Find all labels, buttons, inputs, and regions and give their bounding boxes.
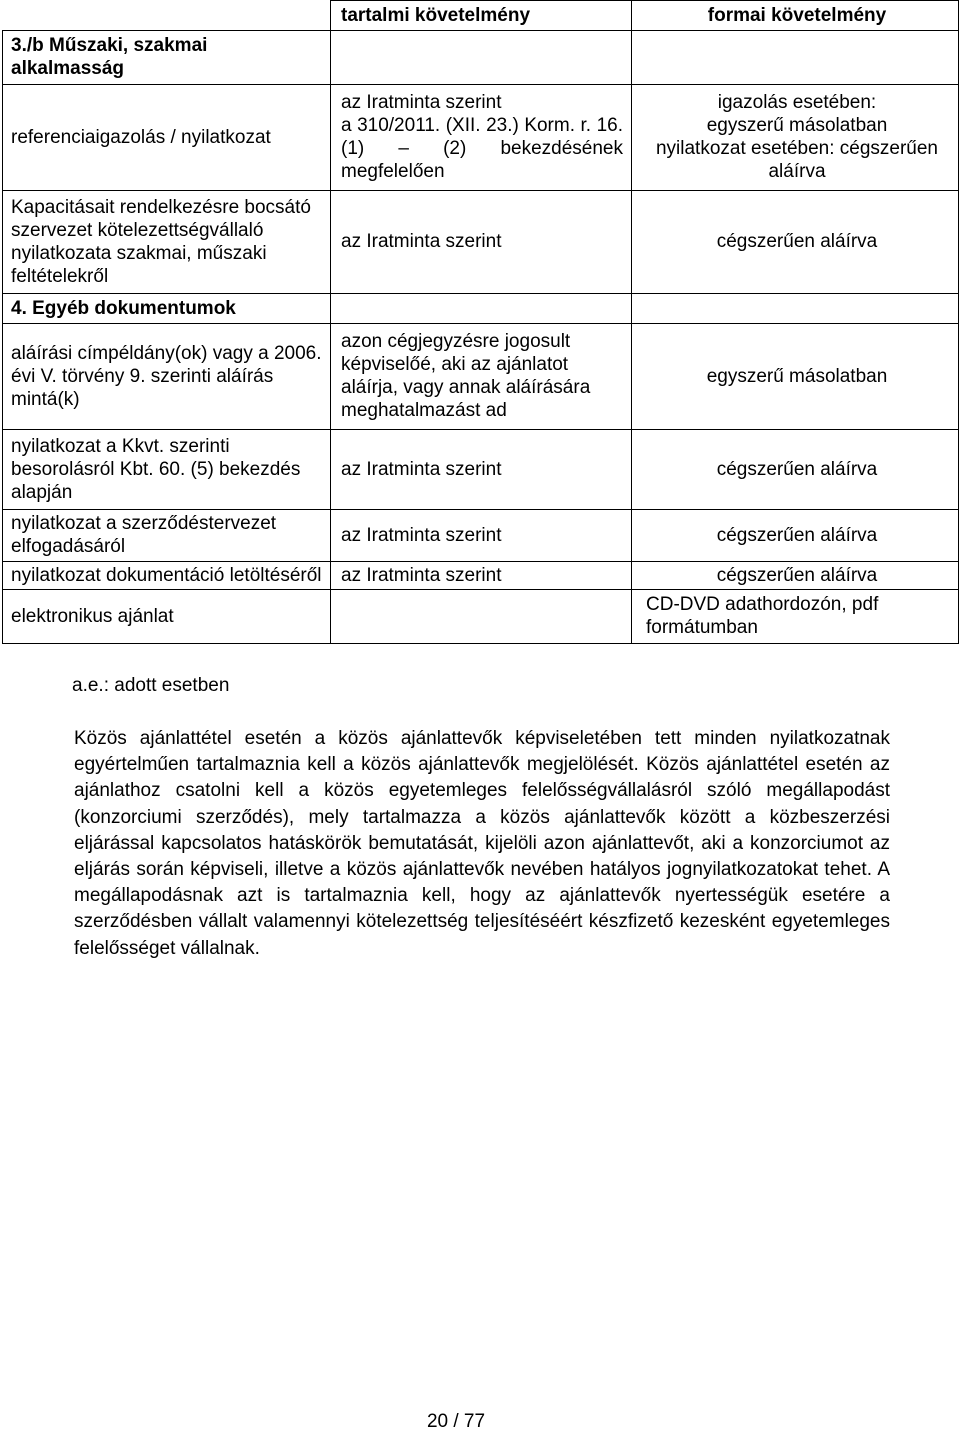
table-header-row — [3, 1, 959, 31]
form-cell: egyszerű másolatban — [632, 324, 959, 430]
content-cell: az Iratminta szerint — [331, 191, 632, 294]
empty-cell — [331, 31, 632, 85]
header-content-requirement: tartalmi követelmény — [331, 1, 632, 31]
table-row — [3, 510, 959, 562]
section-4-row — [3, 294, 959, 324]
requirements-table — [2, 0, 959, 644]
table-row — [3, 85, 959, 191]
doc-cell: aláírási címpéldány(ok) vagy a 2006. évi V. törvény 9. szerinti aláírás mintá(k) — [3, 324, 331, 430]
doc-cell: nyilatkozat dokumentáció letöltéséről — [3, 562, 331, 590]
content-cell: az Iratminta szerint — [331, 430, 632, 510]
form-cell: cégszerűen aláírva — [632, 562, 959, 590]
form-cell: igazolás esetében: egyszerű másolatban nyilatkozat esetében: cégszerűen aláírva — [632, 85, 959, 191]
content-cell: azon cégjegyzésre jogosult képviselőé, aki az ajánlatot aláírja, vagy annak aláírására meghatalmazást ad — [331, 324, 632, 430]
doc-cell: nyilatkozat a Kkvt. szerinti besorolásról Kbt. 60. (5) bekezdés alapján — [3, 430, 331, 510]
table-row — [3, 590, 959, 644]
form-cell: cégszerűen aláírva — [632, 430, 959, 510]
doc-cell: Kapacitásait rendelkezésre bocsátó szervezet kötelezettségvállaló nyilatkozata szakmai, műszaki feltételekről — [3, 191, 331, 294]
content-cell — [331, 590, 632, 644]
empty-cell — [632, 294, 959, 324]
empty-cell — [632, 31, 959, 85]
abbreviation-note: a.e.: adott esetben — [72, 675, 230, 696]
form-cell: CD-DVD adathordozón, pdf formátumban — [632, 590, 959, 644]
doc-cell: nyilatkozat a szerződéstervezet elfogadásáról — [3, 510, 331, 562]
body-paragraph: Közös ajánlattétel esetén a közös ajánlattevők képviseletében tett minden nyilatkozatnak egyértelműen tartalmaznia kell a közös ajánlattevők megjelölését. Közös ajánlattétel esetén az ajánlathoz csatolni kell a közös egyetemleges felelősségvállalásról szóló megállapodást (konzorciumi szerződés), mely tartalmazza a közös ajánlattevők között a közbeszerzési eljárással kapcsolatos hatáskörök bemutatását, kijelöli azon ajánlattevőt, aki a konzorciumot az eljárás során képviseli, illetve a közös ajánlattevők nevében hatályos jognyilatkozatokat tehet. A megállapodásnak azt is tartalmaznia kell, hogy az ajánlattevők nyertességük esetére a szerződésben vállalt valamennyi kötelezettség teljesítéséért készfizető kezesként egyetemleges felelősséget vállalnak. — [74, 728, 890, 959]
form-cell: cégszerűen aláírva — [632, 191, 959, 294]
header-form-requirement: formai követelmény — [632, 1, 959, 31]
table-row — [3, 191, 959, 294]
empty-cell — [331, 294, 632, 324]
section-title-4: 4. Egyéb dokumentumok — [3, 294, 331, 324]
content-cell: az Iratminta szerint — [331, 562, 632, 590]
page-number: 20 / 77 — [426, 1411, 486, 1432]
doc-cell: elektronikus ajánlat — [3, 590, 331, 644]
table-row — [3, 562, 959, 590]
header-empty-cell — [3, 1, 331, 31]
section-title-3b: 3./b Műszaki, szakmai alkalmasság — [3, 31, 331, 85]
table-row — [3, 324, 959, 430]
form-cell: cégszerűen aláírva — [632, 510, 959, 562]
table-row — [3, 430, 959, 510]
doc-cell: referenciaigazolás / nyilatkozat — [3, 85, 331, 191]
section-3b-row — [3, 31, 959, 85]
content-cell: az Iratminta szerint — [331, 510, 632, 562]
content-cell: az Iratminta szerint a 310/2011. (XII. 23.) Korm. r. 16. (1) – (2) bekezdésének megfelelően — [331, 85, 632, 191]
